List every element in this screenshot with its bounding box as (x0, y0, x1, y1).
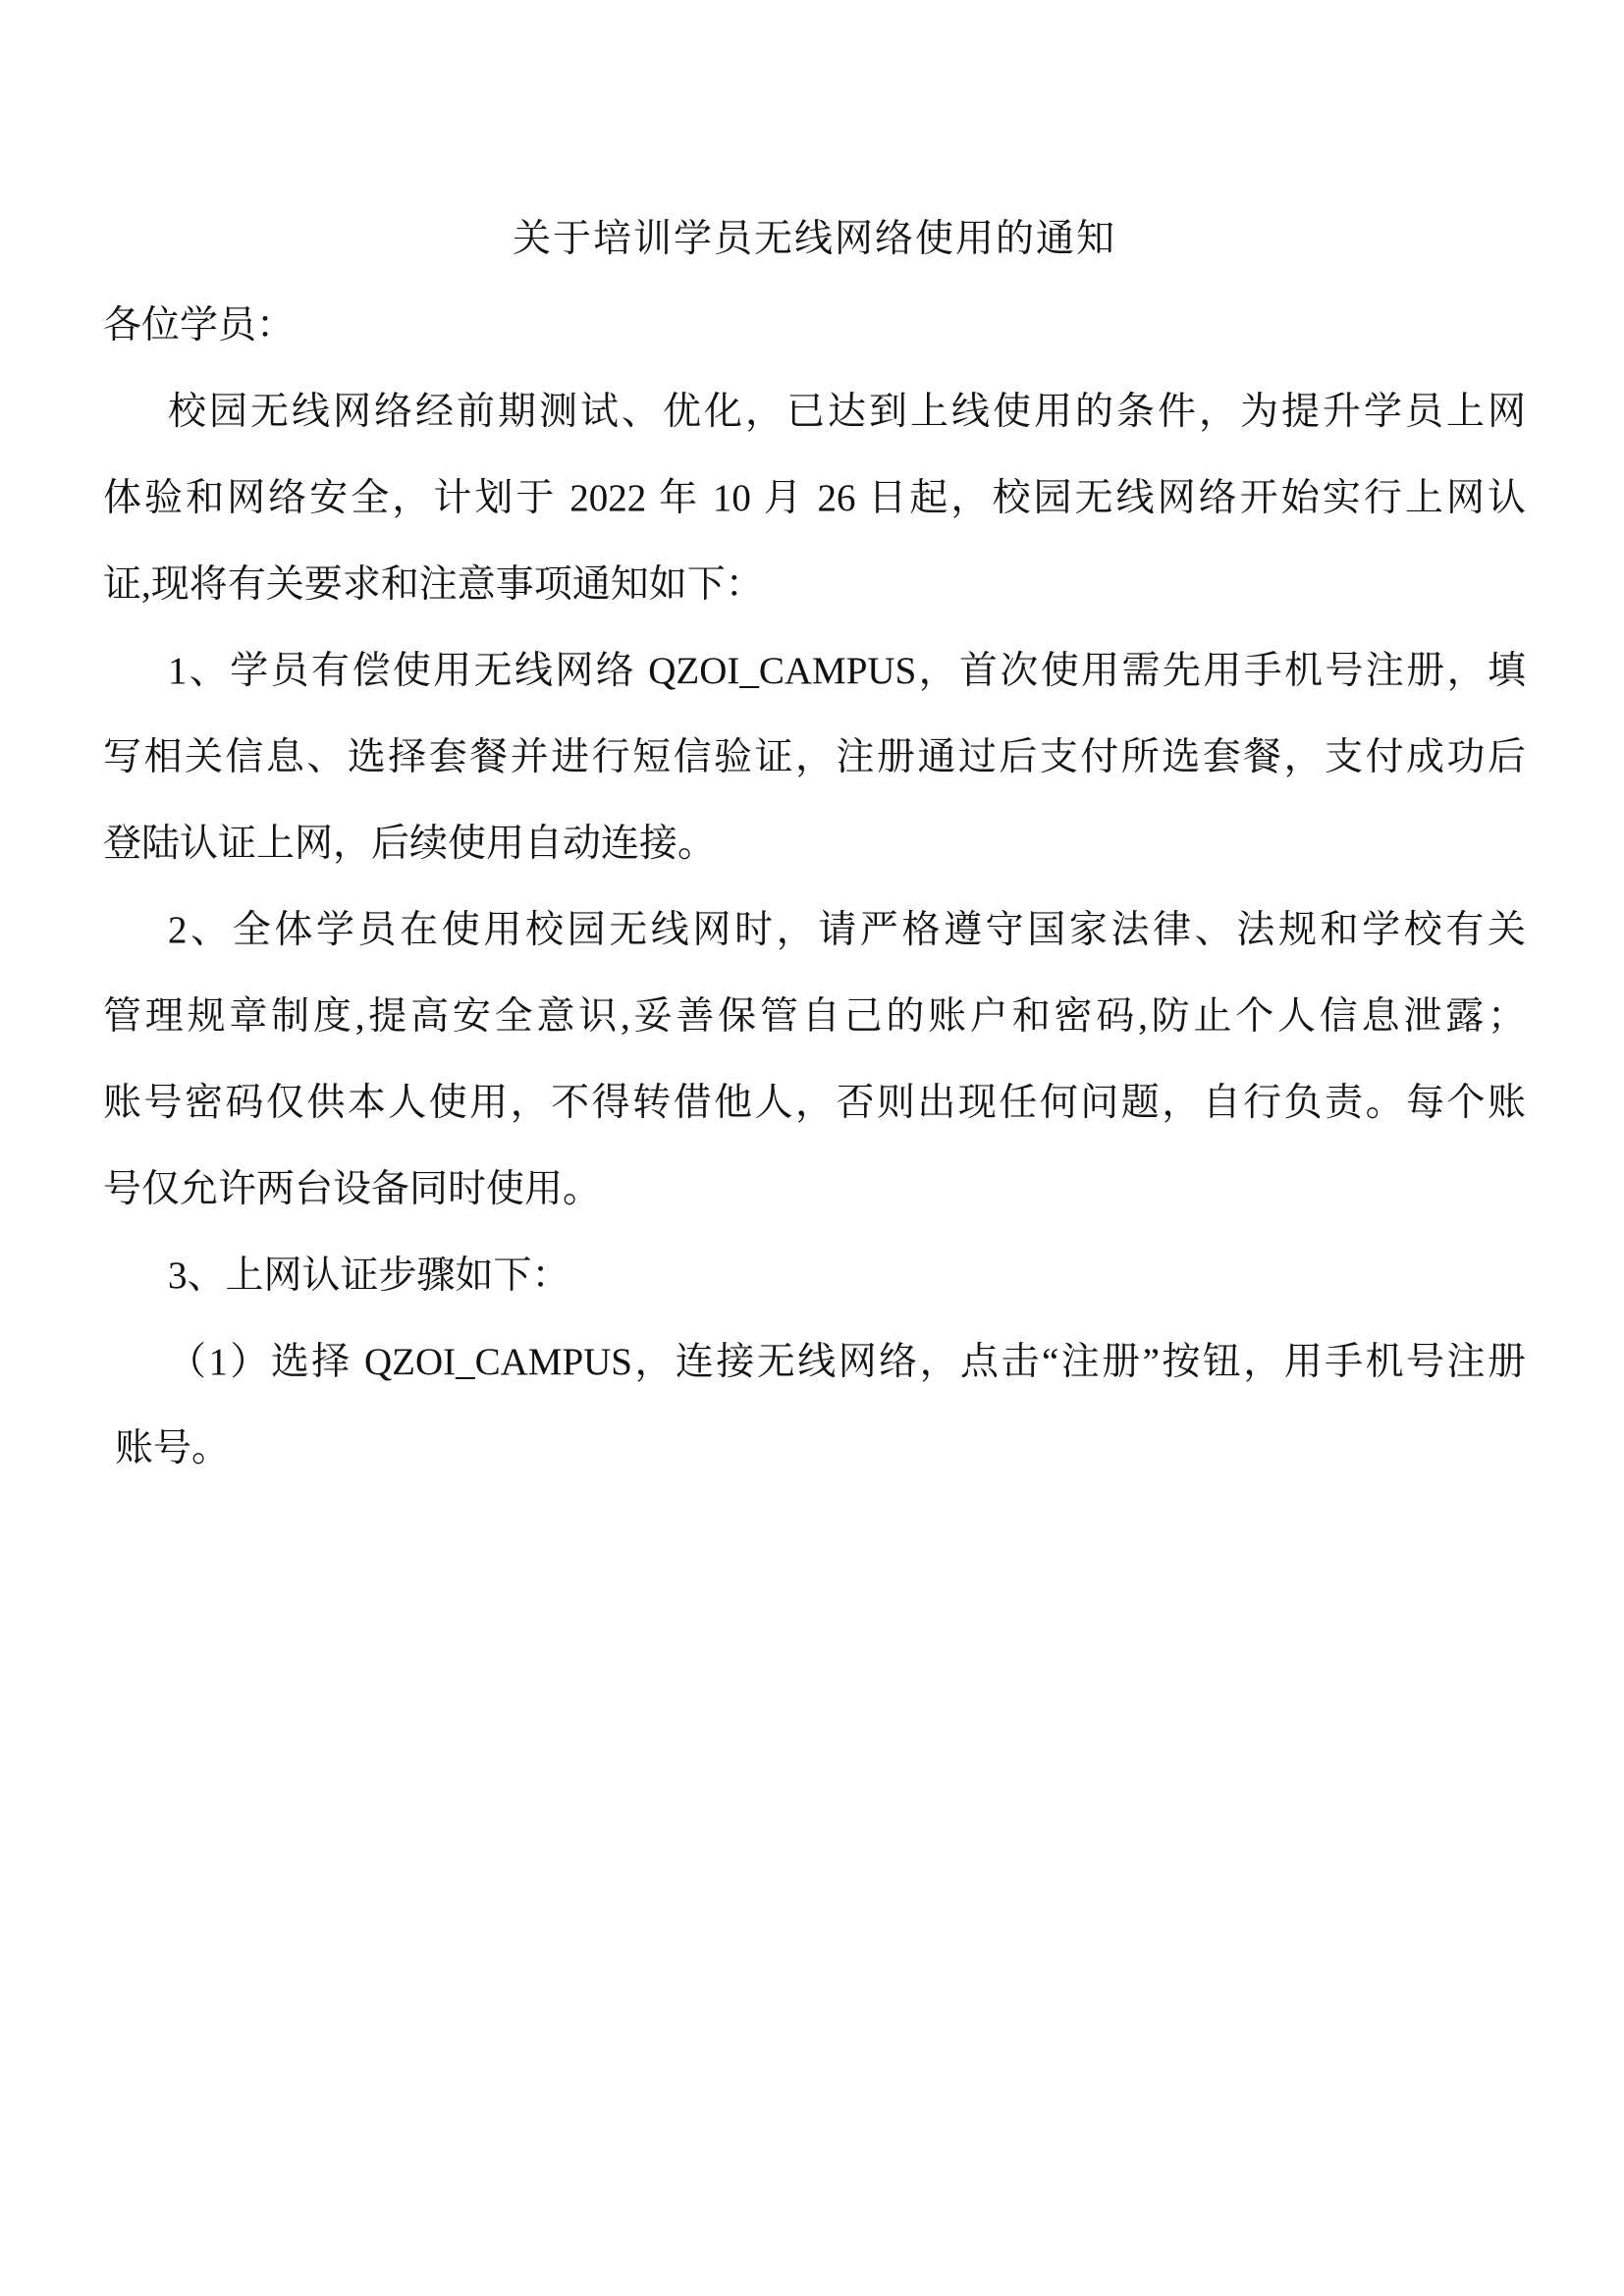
paragraph-line: 体验和网络安全，计划于 2022 年 10 月 26 日起，校园无线网络开始实行上网认 (103, 477, 1526, 519)
paragraph-line: （1）选择 QZOI_CAMPUS，连接无线网络，点击“注册”按钮，用手机号注册 (168, 1341, 1526, 1383)
paragraph-item-3 (103, 1233, 1526, 1319)
paragraph-line: 号仅允许两台设备同时使用。 (103, 1168, 602, 1210)
paragraph-line: 账号。 (115, 1427, 231, 1469)
paragraph-line: 账号密码仅供本人使用，不得转借他人，否则出现任何问题，自行负责。每个账 (103, 1082, 1526, 1124)
paragraph-line: 1、学员有偿使用无线网络 QZOI_CAMPUS，首次使用需先用手机号注册，填 (168, 650, 1526, 692)
paragraph-line: 3、上网认证步骤如下： (168, 1255, 570, 1297)
paragraph-line: 写相关信息、选择套餐并进行短信验证，注册通过后支付所选套餐，支付成功后 (103, 736, 1526, 778)
salutation: 各位学员： (103, 304, 296, 347)
paragraph-item-1 (103, 628, 1526, 887)
paragraph-intro (103, 369, 1526, 628)
paragraph-line: 校园无线网络经前期测试、优化，已达到上线使用的条件，为提升学员上网 (168, 391, 1526, 433)
paragraph-line: 证,现将有关要求和注意事项通知如下： (103, 563, 764, 606)
paragraph-item-2 (103, 887, 1526, 1233)
paragraph-step-1 (103, 1319, 1526, 1492)
paragraph-line: 2、全体学员在使用校园无线网时，请严格遵守国家法律、法规和学校有关 (168, 909, 1526, 951)
document-title: 关于培训学员无线网络使用的通知 (512, 218, 1116, 260)
paragraph-line: 登陆认证上网，后续使用自动连接。 (103, 823, 717, 865)
paragraph-line: 管理规章制度,提高安全意识,妥善保管自己的账户和密码,防止个人信息泄露； (103, 995, 1526, 1038)
